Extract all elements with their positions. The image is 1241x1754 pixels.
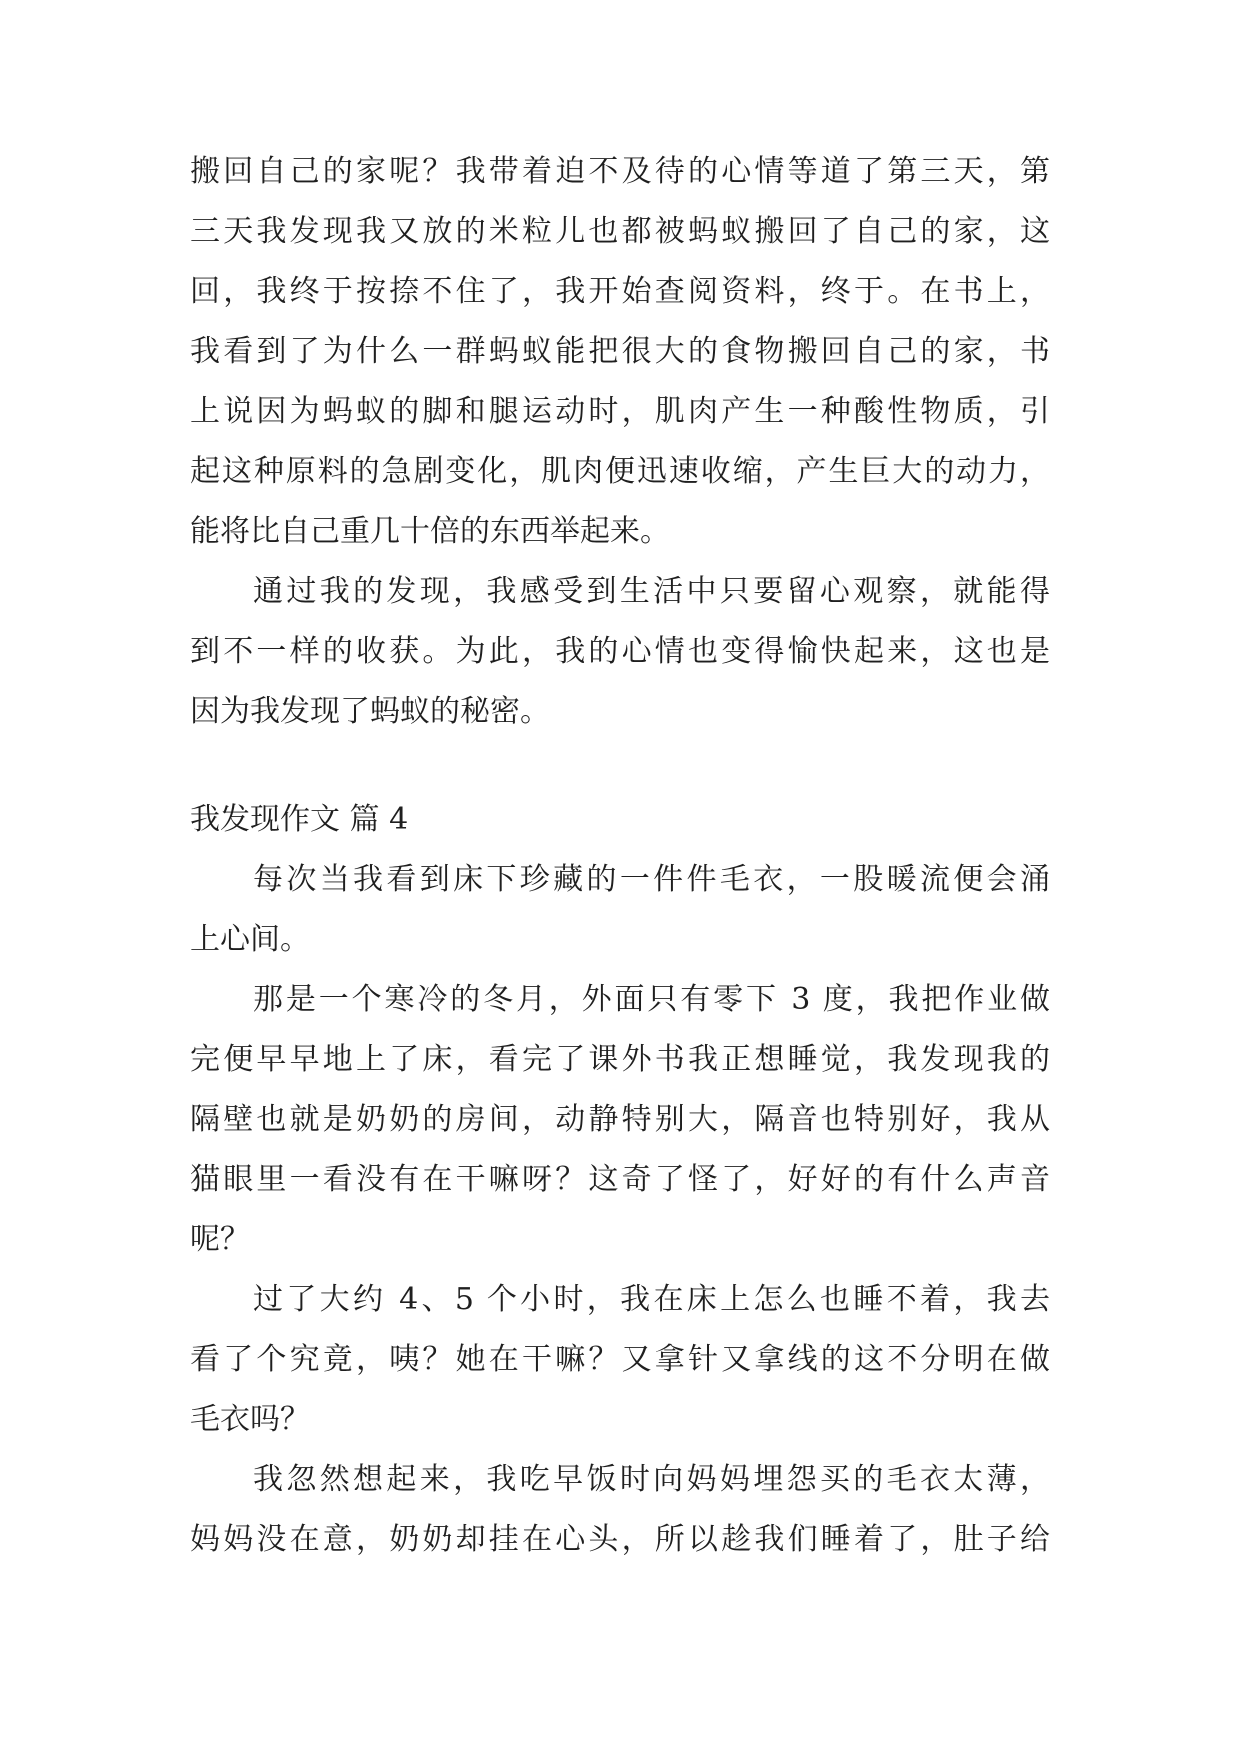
paragraph-line: 因为我发现了蚂蚁的秘密。 bbox=[190, 694, 550, 729]
paragraph-line: 毛衣吗？ bbox=[190, 1402, 310, 1437]
paragraph-line: 隔壁也就是奶奶的房间，动静特别大，隔音也特别好，我从 bbox=[190, 1102, 1050, 1137]
paragraph-line: 三天我发现我又放的米粒儿也都被蚂蚁搬回了自己的家，这 bbox=[190, 214, 1050, 249]
paragraph-line: 猫眼里一看没有在干嘛呀？这奇了怪了，好好的有什么声音 bbox=[190, 1162, 1050, 1197]
paragraph-line: 起这种原料的急剧变化，肌肉便迅速收缩，产生巨大的动力， bbox=[190, 454, 1050, 489]
paragraph-line: 呢？ bbox=[190, 1222, 250, 1257]
paragraph-line: 过了大约 4、5 个小时，我在床上怎么也睡不着，我去 bbox=[253, 1282, 1050, 1317]
paragraph-line: 妈妈没在意，奶奶却挂在心头，所以趁我们睡着了，肚子给 bbox=[190, 1522, 1050, 1557]
paragraph-line: 看了个究竟，咦？她在干嘛？又拿针又拿线的这不分明在做 bbox=[190, 1342, 1050, 1377]
paragraph-line: 上说因为蚂蚁的脚和腿运动时，肌肉产生一种酸性物质，引 bbox=[190, 394, 1050, 429]
paragraph-line: 回，我终于按捺不住了，我开始查阅资料，终于。在书上， bbox=[190, 274, 1050, 309]
paragraph-line: 每次当我看到床下珍藏的一件件毛衣，一股暖流便会涌 bbox=[253, 862, 1050, 897]
paragraph-line: 通过我的发现，我感受到生活中只要留心观察，就能得 bbox=[253, 574, 1050, 609]
paragraph-line: 到不一样的收获。为此，我的心情也变得愉快起来，这也是 bbox=[190, 634, 1050, 669]
paragraph-line: 完便早早地上了床，看完了课外书我正想睡觉，我发现我的 bbox=[190, 1042, 1050, 1077]
paragraph-line: 那是一个寒冷的冬月，外面只有零下 3 度，我把作业做 bbox=[253, 982, 1050, 1017]
paragraph-line: 我忽然想起来，我吃早饭时向妈妈埋怨买的毛衣太薄， bbox=[253, 1462, 1050, 1497]
paragraph-line: 上心间。 bbox=[190, 922, 310, 957]
section-heading: 我发现作文 篇 4 bbox=[190, 802, 409, 837]
paragraph-line: 搬回自己的家呢？我带着迫不及待的心情等道了第三天，第 bbox=[190, 154, 1050, 189]
paragraph-line: 我看到了为什么一群蚂蚁能把很大的食物搬回自己的家，书 bbox=[190, 334, 1050, 369]
paragraph-line: 能将比自己重几十倍的东西举起来。 bbox=[190, 514, 670, 549]
